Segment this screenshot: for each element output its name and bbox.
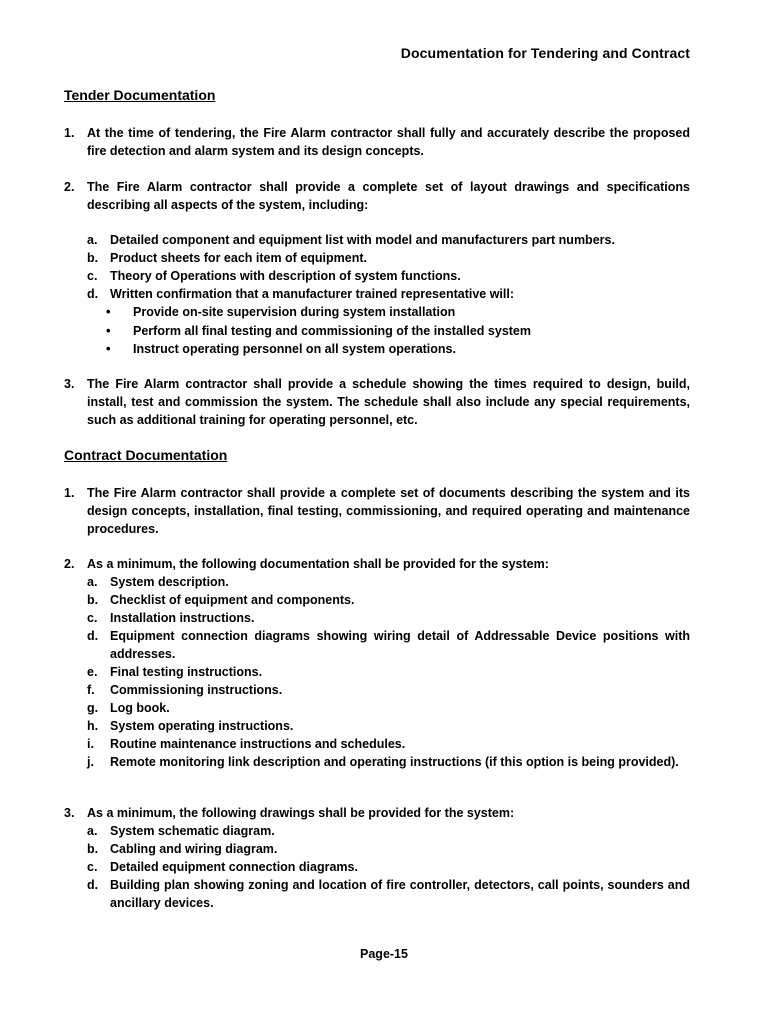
item-letter: a.: [87, 824, 98, 838]
list-item: [64, 699, 690, 717]
item-letter: e.: [87, 665, 98, 679]
item-number: 2.: [64, 180, 75, 194]
item-text: Installation instructions.: [110, 611, 255, 625]
item-letter: j.: [87, 755, 94, 769]
item-text: Log book.: [110, 701, 170, 715]
item-text: Written confirmation that a manufacturer trained representative will:: [110, 287, 515, 301]
item-text: Remote monitoring link description and operating instructions (if this option is being provided).: [110, 755, 679, 769]
item-letter: d.: [87, 878, 99, 892]
item-text: Cabling and wiring diagram.: [110, 842, 278, 856]
item-letter: c.: [87, 269, 98, 283]
item-text: The Fire Alarm contractor shall provide a complete set of documents describing the system and its design concepts, installation, final testing, commissioning, and required operating and maintenance procedures.: [87, 486, 690, 536]
item-letter: d.: [87, 629, 99, 643]
section-title-tender: Tender Documentation: [64, 87, 216, 103]
list-item: [64, 717, 690, 735]
item-letter: a.: [87, 233, 98, 247]
item-letter: b.: [87, 842, 99, 856]
bullet-item: [64, 303, 690, 322]
item-text: As a minimum, the following documentation shall be provided for the system:: [87, 557, 549, 571]
item-letter: b.: [87, 251, 99, 265]
contract-item-1: [64, 484, 690, 538]
list-item: [64, 753, 690, 771]
item-text: Detailed component and equipment list with model and manufacturers part numbers.: [110, 233, 615, 247]
item-text: Equipment connection diagrams showing wiring detail of Addressable Device positions with addresses.: [110, 629, 690, 661]
contract-item-2: [64, 555, 690, 771]
item-number: 3.: [64, 806, 75, 820]
item-letter: c.: [87, 611, 98, 625]
item-letter: b.: [87, 593, 99, 607]
item-text: Product sheets for each item of equipment.: [110, 251, 367, 265]
item-letter: c.: [87, 860, 98, 874]
list-item: [64, 822, 690, 840]
item-number: 1.: [64, 126, 75, 140]
tender-item-3: [64, 375, 690, 429]
tender-item-1: [64, 124, 690, 160]
list-item: [64, 627, 690, 663]
item-letter: f.: [87, 683, 95, 697]
page-number: Page-15: [360, 947, 408, 961]
bullet-text: Provide on-site supervision during system installation: [133, 305, 456, 319]
item-text: As a minimum, the following drawings shall be provided for the system:: [87, 806, 515, 820]
list-item: [64, 858, 690, 876]
list-item: [64, 876, 690, 912]
item-text: Building plan showing zoning and location of fire controller, detectors, call points, sounders and ancillary devices.: [110, 878, 690, 910]
list-item: [64, 663, 690, 681]
contract-item-3: [64, 804, 690, 912]
bullet-text: Instruct operating personnel on all system operations.: [133, 342, 456, 356]
item-text: The Fire Alarm contractor shall provide a schedule showing the times required to design, build, install, test and commission the system. The schedule shall also include any special requirements, such as additional training for operating personnel, etc.: [87, 377, 690, 427]
item-number: 2.: [64, 557, 75, 571]
item-text: Commissioning instructions.: [110, 683, 283, 697]
item-text: Detailed equipment connection diagrams.: [110, 860, 358, 874]
list-item: [64, 609, 690, 627]
section-title-contract: Contract Documentation: [64, 447, 228, 463]
item-text: Final testing instructions.: [110, 665, 263, 679]
item-letter: d.: [87, 287, 99, 301]
item-text: At the time of tendering, the Fire Alarm contractor shall fully and accurately describe the proposed fire detection and alarm system and its design concepts.: [87, 126, 690, 158]
bullet-item: [64, 340, 690, 359]
item-number: 3.: [64, 377, 75, 391]
item-text: Checklist of equipment and components.: [110, 593, 355, 607]
list-item: [64, 267, 690, 285]
list-item: [64, 285, 690, 303]
item-number: 1.: [64, 486, 75, 500]
list-item: [64, 840, 690, 858]
item-letter: h.: [87, 719, 99, 733]
bullet-icon: •: [106, 341, 111, 356]
tender-sub-list: [64, 231, 690, 359]
item-text: Theory of Operations with description of system functions.: [110, 269, 461, 283]
item-text: The Fire Alarm contractor shall provide a complete set of layout drawings and specifications describing all aspects of the system, including:: [87, 180, 690, 212]
item-letter: a.: [87, 575, 98, 589]
tender-item-2: [64, 178, 690, 214]
list-item: [64, 681, 690, 699]
bullet-icon: •: [106, 304, 111, 319]
item-text: Routine maintenance instructions and schedules.: [110, 737, 406, 751]
bullet-icon: •: [106, 322, 111, 338]
list-item: [64, 249, 690, 267]
item-text: System operating instructions.: [110, 719, 294, 733]
list-item: [64, 735, 690, 753]
list-item: [64, 591, 690, 609]
list-item: [64, 573, 690, 591]
bullet-text: Perform all final testing and commissioning of the installed system: [133, 323, 531, 338]
item-letter: g.: [87, 701, 99, 715]
item-text: System description.: [110, 575, 229, 589]
item-text: System schematic diagram.: [110, 824, 275, 838]
running-header: Documentation for Tendering and Contract: [400, 45, 690, 61]
bullet-item: [64, 322, 690, 341]
list-item: [64, 231, 690, 249]
item-letter: i.: [87, 737, 94, 751]
